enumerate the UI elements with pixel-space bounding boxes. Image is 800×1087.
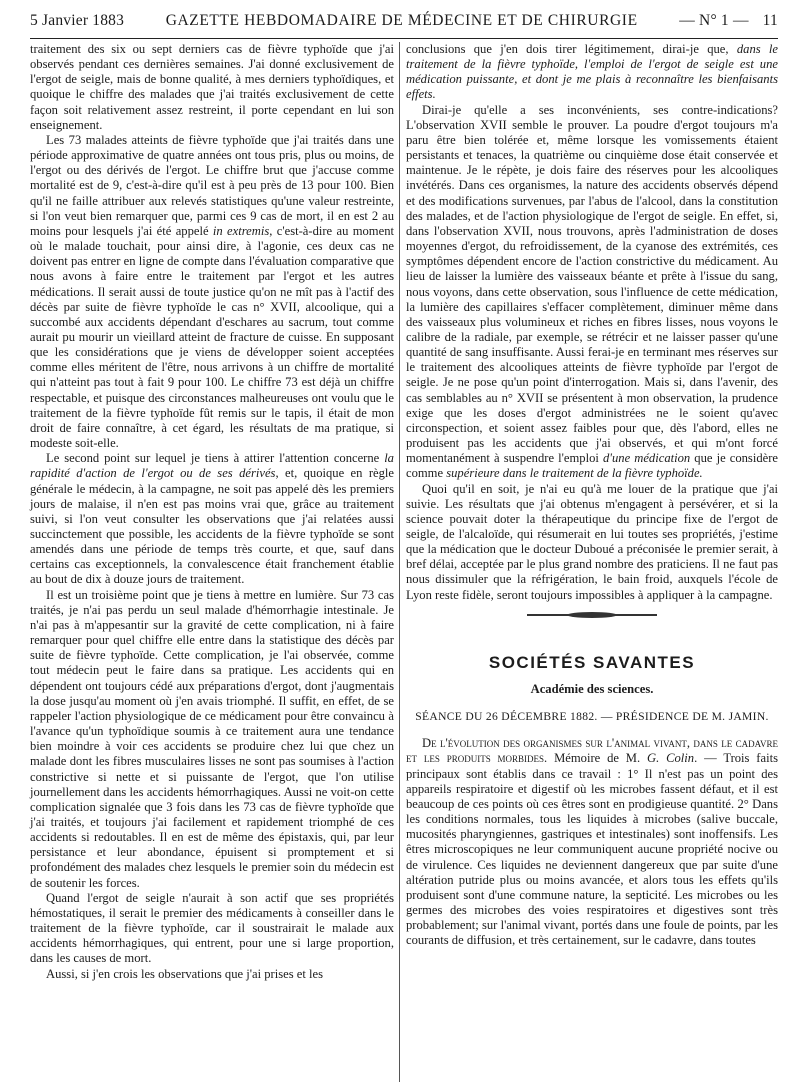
running-header: [30, 12, 778, 36]
header-rule: [30, 38, 778, 39]
left-column: [30, 42, 394, 982]
italic-text: la rapidité d'action de l'ergot ou de ses dérivés: [30, 451, 394, 481]
italic-text: supérieure dans le traitement de la fièvre typhoïde.: [446, 466, 703, 481]
section-title: SOCIÉTÉS SAVANTES: [488, 652, 696, 672]
paragraph: [406, 736, 778, 948]
paragraph: Aussi, si j'en crois les observations que j'ai prises et les: [46, 966, 324, 981]
section-divider-ornament: [527, 613, 657, 617]
paragraph: [406, 103, 778, 482]
header-date: 5 Janvier 1883: [30, 12, 125, 29]
header-right: [679, 12, 778, 30]
memoir-title: De l'évolution des organismes sur l'animal vivant, dans le cadavre et les produits morbides.: [406, 736, 778, 766]
author-name: G. Colin: [647, 751, 695, 766]
paragraph: Quand l'ergot de seigle n'aurait à son actif que ses propriétés hémostatiques, il serait le premier des médicaments à conseiller dans le traitement de la fièvre typhoïde, car il soustrairait le malade aux accidents hémorrhagiques, qui entrent, pour une si large proportion, dans les causes de mort.: [30, 890, 394, 966]
text-run: conclusions que j'en dois tirer légitimement, dirai-je que,: [406, 42, 729, 56]
text-run: Mémoire de M.: [554, 751, 641, 766]
text-run: , c'est-à-dire au moment où le malade touchait, pour ainsi dire, à l'agonie, ces deux cas ne doivent pas entrer en ligne de compte dans l'évaluation comparative que nous avons à faire entre le traitement par l'ergot et les autres médications. Il serait aussi de toute justice qu'on ne mît pas à l'actif des décès par suite de fièvre typhoïde le cas n° XVII, alcoolique, qui a succombé aux accidents dépendant d'eschares au sacrum, tout comme aurait pu mourir un vieillard atteint de fracture de cuisse. En supposant que les considérations que je viens de développer soient acceptées comme elles méritent de l'être, nous arrivons à un chiffre de mortalité qui n'atteint pas tout à fait 9 pour 100. Le chiffre 73 est déjà un chiffre respectable, et puisque des circonstances malheureuses ont voulu que le traitement de la fièvre typhoïde fût remis sur le tapis, il était de mon droit de faire connaître, à cet égard, les résultats de ma pratique, si modeste soit-elle.: [30, 223, 394, 451]
paragraph: traitement des six ou sept derniers cas de fièvre typhoïde que j'ai observés pendant ces dernières semaines. J'ai donné exclusivement de l'ergot de seigle, mais de bonne qualité, à mes derniers typhoïdiques, et quoique le chiffre des malades que j'ai traités exclusivement de cette façon soit relativement assez restreint, il porte cependant en lui son enseignement.: [30, 42, 394, 132]
right-column: [406, 42, 778, 948]
session-line: SÉANCE DU 26 DÉCEMBRE 1882. — PRÉSIDENCE DE M. JAMIN.: [415, 710, 769, 724]
paragraph: [406, 42, 778, 103]
italic-text: in extremis: [212, 223, 270, 238]
header-issue: — N° 1 —: [679, 12, 749, 29]
text-run: Les 73 malades atteints de fièvre typhoïde que j'ai traités dans une période approximative de quatre années ont tous pris, plus ou moins, de l'ergot ou des dérivés de l'ergot. Le chiffre brut que j'accuse comme mortalité est de 9, c'est-à-dire qu'il est à peu près de 13 pour 100. Bien qu'il ne faille attribuer aux relevés statistiques qu'une valeur restreinte, si l'on veut bien remarquer que, parmi ces 9 cas de mort, il en est 2 au moins pour lesquels j'ai été appelé: [30, 132, 394, 238]
italic-text: dans le traitement de la fièvre typhoïde, l'emploi de l'ergot de seigle est une médication puissante, et dont je me plais à reconnaître les bienfaisants effets.: [406, 42, 779, 102]
header-journal-title: GAZETTE HEBDOMADAIRE DE MÉDECINE ET DE CHIRURGIE: [165, 12, 638, 29]
text-run: que je considère comme: [406, 451, 778, 481]
paragraph: Il est un troisième point que je tiens à mettre en lumière. Sur 73 cas traités, je n'ai pas perdu un seul malade d'hémorrhagie intestinale. Je n'ai pas à m'appesantir sur la gravité de cette complication, ni à faire remarquer pour quel chiffre elle entre dans la statistique des décès par suite de fièvre typhoïde. Cette complication, je l'ai observée, comme tout médecin peut le faire dans sa pratique. Les accidents qui en dépendent ont toujours cédé aux préparations d'ergot, dont j'augmentais la dose jusqu'au moment où j'en avais triomphé. Il suffit, en effet, de se rappeler l'action physiologique de ce médicament pour être convaincu à l'avance qu'un typhoïdique soumis à ce traitement aura une tendance bien moindre à voir ces accidents se produire chez lui que chez un malade dont les fibres musculaires lisses ne sont pas soumises à l'action constrictive si nette et si puissante de l'ergot, que l'on utilise journellement dans les accidents hémorrhagiques. Aussi ne voit-on cette complication signalée que 3 fois dans les 73 cas de fièvre typhoïde que j'ai traités, et toujours j'ai facilement et rapidement triomphé de ces accidents si redoutables. Il en est de même des épistaxis, qui, par leur persistance et leur abondance, épuisent si promptement et si profondément des malades chez lesquels le premier soin du médecin est de soutenir les forces.: [30, 587, 394, 890]
header-page-number: 11: [762, 12, 778, 29]
italic-text: d'une médication: [602, 451, 691, 466]
column-separator: [399, 42, 400, 1082]
paragraph: [30, 451, 394, 587]
text-run: Le second point sur lequel je tiens à attirer l'attention concerne: [46, 451, 380, 466]
text-run: , et, quoique en règle générale le médecin, à la campagne, ne soit pas appelé dès les premiers jours de malaise, il n'en est pas moins vrai que, grâce au traitement suivi, si l'on veut consulter les observations que j'ai relatées aussi succinctement que possible, les accidents de la fièvre typhoïde se sont amendés dans une période de temps très courte, et que, sauf dans certains cas exceptionnels, la convalescence était franchement établie au bout de dix à douze jours de traitement.: [30, 466, 394, 587]
paragraph: Quoi qu'il en soit, je n'ai eu qu'à me louer de la pratique que j'ai suivie. Les résultats que j'ai obtenus m'engagent à persévérer, et si la science pouvait doter la thérapeutique du principe fixe de l'ergot de seigle, de l'alcaloïde, qui résumerait en lui toutes ses propriétés, j'estime que la médication que le docteur Duboué a préconisée le premier serait, à bref délai, acceptée par le plus grand nombre des praticiens. Il ne faut pas nous dissimuler que la réfrigération, le bain froid, auxquels l'école de Lyon reste fidèle, seront toujours impossibles à appliquer à la campagne.: [406, 481, 778, 602]
text-run: Dirai-je qu'elle a ses inconvénients, ses contre-indications? L'observation XVII semble le prouver. La poudre d'ergot toujours m'a paru être bien tolérée et, même lorsque les vomissements étaient persistants et tenaces, la quatrième ou cinquième dose était conservée et maintenue. Je le répète, je dois faire des réserves pour les alcooliques invétérés. Dans ces organismes, la nature des accidents observés dépend et des modifications survenues, par l'abus de l'alcool, dans la constitution des malades, et de l'action physiologique de l'ergot de seigle. En effet, si, dans l'observation XVII, nous trouvons, après l'administration de doses moyennes d'ergot, du refroidissement, de la cyanose des extrémités, ces symptômes dépendent encore de l'action constrictive du médicament. Au lieu de laisser la lumière des vaisseaux béante et prête à l'issue du sang, nous voyons, dans cette observation, sous l'influence de cette médication, la lumière des capillaires s'effacer complètement, diminuer même dans des vaisseaux plus volumineux et riches en fibres lisses, nous voyons le calibre de la radiale, par exemple, se rétrécir et ne laisser passer qu'une quantité de sang insuffisante. Aussi ferai-je en terminant mes réserves sur le traitement des alcooliques atteints de fièvre typhoïde par l'ergot de seigle. Je ne pose qu'un point d'interrogation. Mais si, dans l'avenir, des cas semblables au n° XVII se présentent à mon observation, la prudence exige que les doses d'ergot administrées ne le soient qu'avec circonspection, et soient assez faibles pour que, dès l'abord, elles ne produisent pas les accidents que j'ai observés, et qui m'ont forcé momentanément à suspendre l'emploi: [406, 102, 778, 466]
text-run: . — Trois faits principaux sont établis dans ce travail : 1° Il n'est pas un point des appareils respiratoire et digestif où les microbes fassent défaut, et il est beaucoup de ces points où ces êtres sont en prodigieuse quantité. 2° Dans les conditions normales, tous les liquides à microbes (salive buccale, mucosités pharyngiennes, gastriques et intestinales) sont inoffensifs. Les êtres microscopiques ne leur communiquent aucune propriété nocive ou de virulence. Ces liquides ne deviennent dangereux que par suite d'une altération putride plus ou moins avancée, et alors tous les effets qu'ils produisent sont d'une commune nature, la septicité. Les microbes ou les germes des microbes des voies respiratoires et digestives sont très probablement; sur l'animal vivant, portés dans une foule de points, par les courants de diffusion, et très certainement, sur le cadavre, dans toutes: [406, 751, 778, 948]
paragraph: [30, 133, 394, 451]
academy-subtitle: Académie des sciences.: [530, 681, 654, 696]
